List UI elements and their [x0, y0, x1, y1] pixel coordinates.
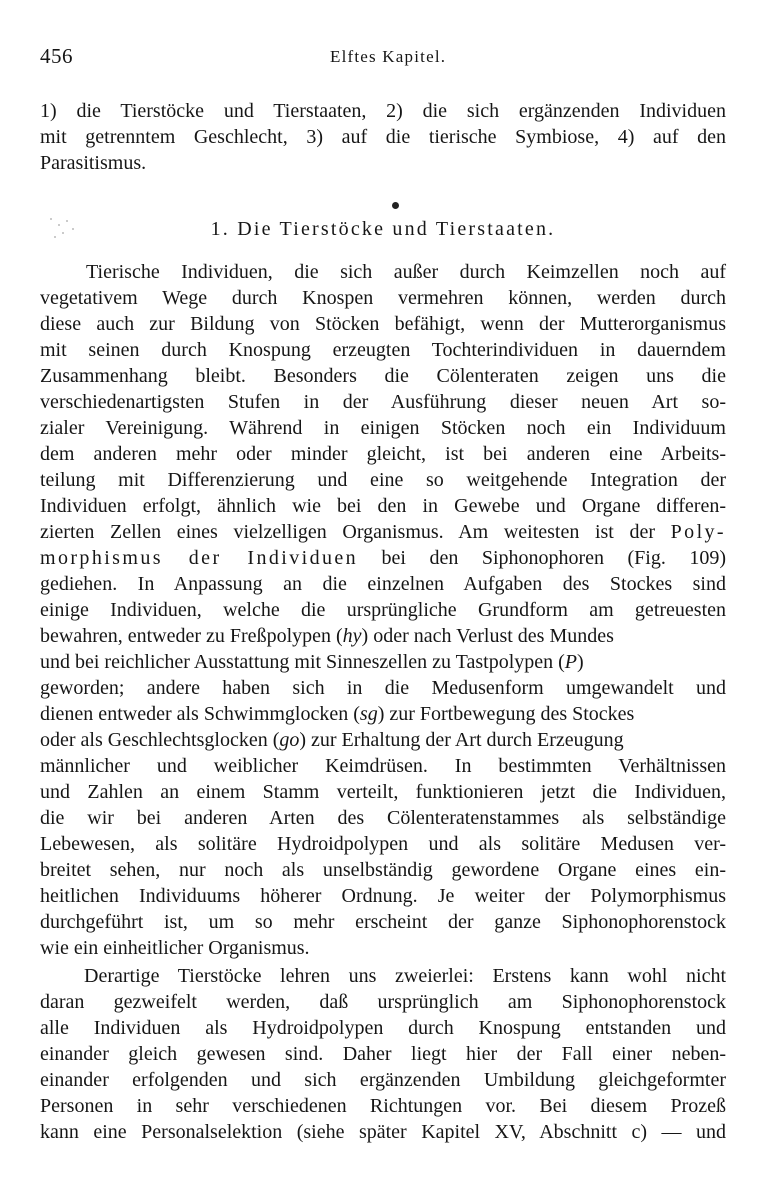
paragraph-2-line-2: daran gezweifelt werden, daß ursprünglich am Siphonophorenstock: [40, 991, 726, 1013]
label-sg: sg: [359, 703, 378, 725]
paragraph-1-line-11-text: zierten Zellen eines vielzelligen Organismus. Am weitesten ist der: [40, 521, 656, 543]
paragraph-1-line-24: breitet sehen, nur noch als unselbständig gewordene Organe eines ein-: [40, 859, 726, 881]
paragraph-1-line-8: dem anderen mehr oder minder gleicht, ist bei anderen eine Arbeits-: [40, 443, 726, 465]
paragraph-1-line-25: heitlichen Individuums höherer Ordnung. Je weiter der Polymorphismus: [40, 885, 726, 907]
paragraph-1-line-17: geworden; andere haben sich in die Medusenform umgewandelt und: [40, 677, 726, 699]
paragraph-1-line-13: gediehen. In Anpassung an die einzelnen Aufgaben des Stockes sind: [40, 573, 726, 595]
paper-specks: [46, 212, 86, 252]
paragraph-1-line-2: vegetativem Wege durch Knospen vermehren können, werden durch: [40, 287, 726, 309]
line-19-part-b: ) zur Erhaltung der Art durch Erzeugung: [299, 729, 624, 751]
label-go: go: [279, 729, 300, 751]
paragraph-1-line-15: [40, 623, 726, 649]
paragraph-1-line-7: zialer Vereinigung. Während in einigen Stöcken noch ein Individuum: [40, 417, 726, 439]
paragraph-2-line-3: alle Individuen als Hydroidpolypen durch Knospung entstanden und: [40, 1017, 726, 1039]
paragraph-1-line-23: Lebewesen, als solitäre Hydroidpolypen und als solitäre Medusen ver-: [40, 833, 726, 855]
paragraph-2-line-7: kann eine Personalselektion (siehe später Kapitel XV, Abschnitt c) — und: [40, 1121, 726, 1143]
paragraph-1-line-1: Tierische Individuen, die sich außer durch Keimzellen noch auf: [86, 261, 726, 283]
paragraph-2-line-4: einander gleich gewesen sind. Daher liegt hier der Fall einer neben-: [40, 1043, 726, 1065]
book-page: [40, 0, 726, 1200]
paragraph-1-line-20: männlicher und weiblicher Keimdrüsen. In bestimmten Verhältnissen: [40, 755, 726, 777]
paragraph-1-line-10: Individuen erfolgt, ähnlich wie bei den in Gewebe und Organe differen-: [40, 495, 726, 517]
line-16-part-b: ): [577, 651, 584, 673]
paragraph-2-line-1: Derartige Tierstöcke lehren uns zweierlei: Erstens kann wohl nicht: [84, 965, 726, 987]
label-hy: hy: [342, 625, 362, 647]
paragraph-1-line-21: und Zahlen an einem Stamm verteilt, funktionieren jetzt die Individuen,: [40, 781, 726, 803]
paragraph-1-line-14: einige Individuen, welche die ursprüngliche Grundform am getreuesten: [40, 599, 726, 621]
page-header: [40, 44, 726, 74]
paragraph-1-line-19: [40, 727, 726, 753]
term-polymorphismus: morphismus der Individuen: [40, 547, 359, 569]
section-heading: 1. Die Tierstöcke und Tierstaaten.: [210, 218, 556, 240]
paragraph-2-line-6: Personen in sehr verschiedenen Richtungen vor. Bei diesem Prozeß: [40, 1095, 726, 1117]
paragraph-1-line-18: [40, 701, 726, 727]
paragraph-1-line-12-text: bei den Siphonophoren (Fig. 109): [381, 547, 727, 569]
paragraph-1-line-16: [40, 649, 726, 675]
running-title: Elftes Kapitel.: [330, 47, 447, 66]
paragraph-1-line-5: Zusammenhang bleibt. Besonders die Cölenteraten zeigen uns die: [40, 365, 726, 387]
paragraph-2-line-5: einander erfolgenden und sich ergänzenden Umbildung gleichgeformter: [40, 1069, 726, 1091]
paragraph-1-line-22: die wir bei anderen Arten des Cölenteratenstammes als selbständige: [40, 807, 726, 829]
paragraph-1-line-11: [40, 519, 726, 545]
paragraph-1-line-3: diese auch zur Bildung von Stöcken befähigt, wenn der Mutterorganismus: [40, 313, 726, 335]
line-15-part-b: ) oder nach Verlust des Mundes: [361, 625, 614, 647]
line-18-part-a: dienen entweder als Schwimmglocken (: [40, 703, 360, 725]
paragraph-1-line-26: durchgeführt ist, um so mehr erscheint der ganze Siphonophorenstock: [40, 911, 726, 933]
paragraph-1-line-12: [40, 545, 726, 571]
intro-line-3: Parasitismus.: [40, 152, 147, 174]
label-p: P: [564, 651, 578, 673]
printed-dot: [392, 202, 399, 209]
intro-line-2: mit getrenntem Geschlecht, 3) auf die tierische Symbiose, 4) auf den: [40, 126, 726, 148]
intro-line-1: 1) die Tierstöcke und Tierstaaten, 2) die sich ergänzenden Individuen: [40, 100, 726, 122]
paragraph-1-line-27: wie ein einheitlicher Organismus.: [40, 937, 310, 959]
paragraph-1-line-9: teilung mit Differenzierung und eine so weitgehende Integration der: [40, 469, 726, 491]
line-18-part-b: ) zur Fortbewegung des Stockes: [377, 703, 635, 725]
page-number: 456: [40, 44, 73, 68]
paragraph-1-line-4: mit seinen durch Knospung erzeugten Tochterindividuen in dauerndem: [40, 339, 726, 361]
line-16-part-a: und bei reichlicher Ausstattung mit Sinneszellen zu Tastpolypen (: [40, 651, 565, 673]
term-poly: Poly-: [670, 521, 726, 543]
line-19-part-a: oder als Geschlechtsglocken (: [40, 729, 280, 751]
line-15-part-a: bewahren, entweder zu Freßpolypen (: [40, 625, 343, 647]
paragraph-1-line-6: verschiedenartigsten Stufen in der Ausführung dieser neuen Art so-: [40, 391, 726, 413]
